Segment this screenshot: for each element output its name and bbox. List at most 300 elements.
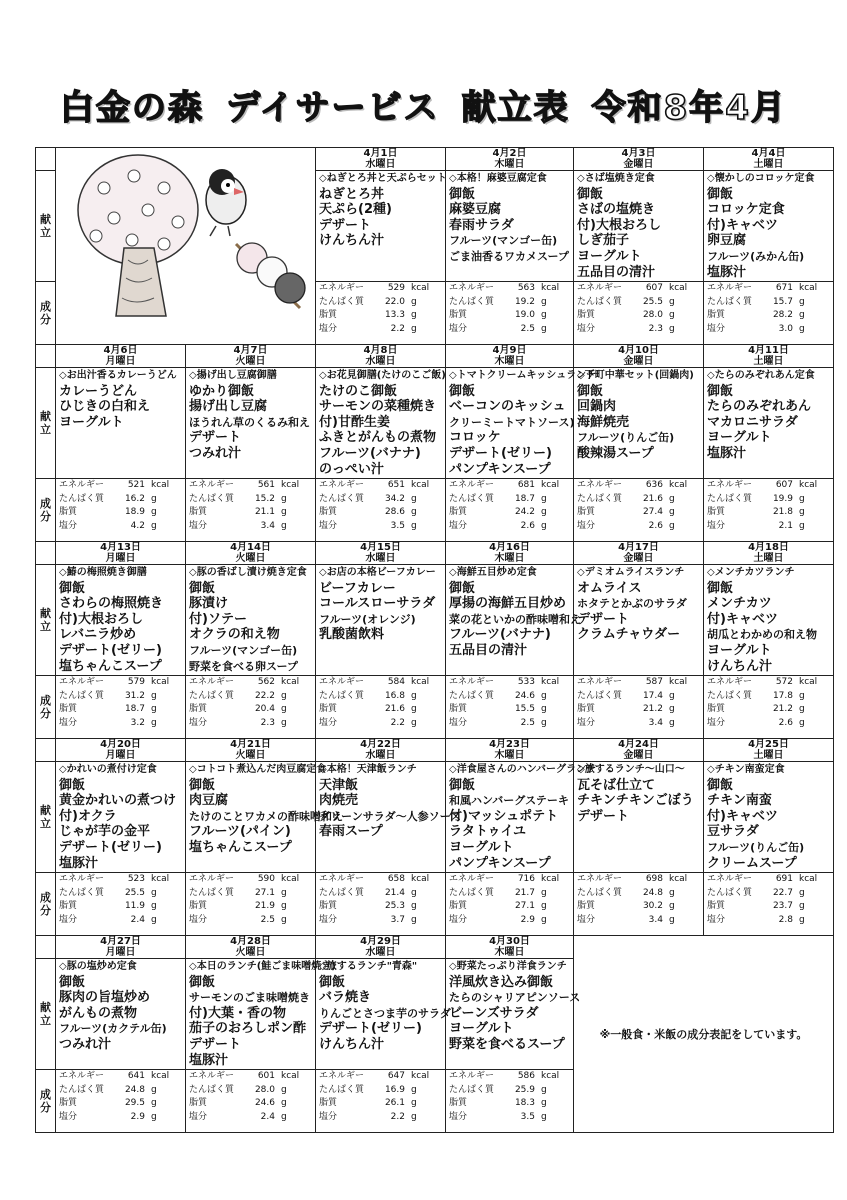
day-header <box>574 345 704 368</box>
menu-item: じゃが芋の金平 <box>59 824 151 840</box>
nutrition-value: 3.7 <box>390 914 405 925</box>
side-label-text: 献立 <box>40 410 51 436</box>
menu-item: 塩ちゃんこスープ <box>189 839 292 855</box>
nutrition-unit: g <box>411 310 417 320</box>
nutrition-unit: g <box>411 887 417 898</box>
nutrition-label: たんぱく質 <box>707 296 753 307</box>
nutrition-label: たんぱく質 <box>189 887 235 898</box>
menu-item: ◇豚の香ばし漬け焼き定食 <box>189 567 307 578</box>
menu-item: クリーミートマトソース) <box>449 415 575 429</box>
nutrition-unit: kcal <box>541 1071 560 1081</box>
nutrition-unit: g <box>799 704 805 714</box>
nutrition-value: 28.0 <box>642 310 663 320</box>
day-weekday: 火曜日 <box>235 356 266 367</box>
nutrition-fat <box>316 900 445 914</box>
nutrition-unit: g <box>669 690 675 701</box>
menu-cell <box>186 959 336 1070</box>
day-header <box>186 345 316 368</box>
nutrition-unit: kcal <box>411 874 430 884</box>
nutrition-salt <box>186 914 315 928</box>
nutrition-label: 脂質 <box>319 1098 338 1108</box>
nutrition-energy <box>186 873 315 887</box>
menu-item: 御飯 <box>449 580 476 596</box>
menu-item: ◇メンチカツランチ <box>707 567 795 578</box>
nutrition-unit: g <box>411 296 417 307</box>
nutrition-value: 681 <box>517 480 535 490</box>
day-date: 4月25日 <box>748 739 789 750</box>
nutrition-cell <box>446 676 574 739</box>
nutrition-unit: g <box>281 1084 287 1095</box>
side-label-menu <box>36 959 56 1070</box>
side-blank <box>36 542 56 565</box>
nutrition-label: 脂質 <box>577 310 596 320</box>
nutrition-label: 塩分 <box>449 1111 468 1122</box>
nutrition-energy <box>446 873 573 887</box>
nutrition-unit: kcal <box>151 1071 170 1081</box>
nutrition-label: エネルギー <box>319 874 365 884</box>
menu-item: フルーツ(みかん缶) <box>707 249 805 263</box>
menu-cell <box>704 762 834 873</box>
cherry-tree-icon <box>78 155 198 316</box>
nutrition-value: 29.5 <box>124 1098 145 1108</box>
nutrition-salt <box>446 717 573 731</box>
menu-item: 豆サラダ <box>707 824 759 840</box>
nutrition-value: 28.6 <box>384 507 405 517</box>
nutrition-value: 21.2 <box>642 704 663 714</box>
day-date: 4月18日 <box>748 542 789 553</box>
menu-item: ねぎとろ丼 <box>319 186 385 202</box>
nutrition-fat <box>704 506 833 520</box>
nutrition-label: エネルギー <box>577 874 623 884</box>
nutrition-salt <box>316 1111 445 1125</box>
menu-item: 付)キャベツ <box>707 611 778 627</box>
nutrition-label: エネルギー <box>319 283 365 293</box>
nutrition-cell <box>704 282 834 345</box>
nutrition-value: 521 <box>127 480 145 490</box>
menu-item: デザート <box>189 1036 242 1052</box>
nutrition-value: 22.2 <box>254 690 275 701</box>
side-label-text: 成分 <box>40 891 51 917</box>
nutrition-label: 脂質 <box>59 704 78 714</box>
menu-item: フルーツ(りんご缶) <box>707 840 805 854</box>
day-header <box>574 739 704 762</box>
nutrition-label: 塩分 <box>449 520 468 531</box>
nutrition-unit: g <box>281 887 287 898</box>
nutrition-unit: kcal <box>411 283 430 293</box>
nutrition-cell <box>316 676 446 739</box>
nutrition-salt <box>446 520 573 534</box>
menu-item: ホタテとかぶのサラダ <box>577 597 687 611</box>
nutrition-label: たんぱく質 <box>577 690 623 701</box>
day-date: 4月23日 <box>489 739 530 750</box>
nutrition-label: エネルギー <box>707 874 753 884</box>
nutrition-value: 17.4 <box>642 690 663 701</box>
day-date: 4月2日 <box>492 148 527 159</box>
day-date: 4月4日 <box>751 148 786 159</box>
side-label-text: 献立 <box>40 804 51 830</box>
page-title <box>60 80 820 130</box>
day-date: 4月15日 <box>360 542 401 553</box>
menu-table <box>35 147 834 1133</box>
menu-item: ◇たらのみぞれあん定食 <box>707 370 815 381</box>
menu-cell <box>56 565 186 676</box>
nutrition-value: 26.1 <box>384 1098 405 1108</box>
nutrition-unit: g <box>411 520 417 531</box>
nutrition-value: 31.2 <box>124 690 145 701</box>
menu-item: 回鍋肉 <box>577 399 617 415</box>
menu-item: 御飯 <box>319 974 346 990</box>
date-header-row <box>36 936 834 959</box>
menu-item: ◇お花見御膳(たけのこご飯) <box>319 370 446 381</box>
day-header <box>316 739 446 762</box>
nutrition-cell <box>56 479 186 542</box>
nutrition-unit: g <box>411 704 417 714</box>
nutrition-value: 2.8 <box>778 914 793 925</box>
nutrition-fat <box>56 703 185 717</box>
menu-item: 海鮮焼売 <box>577 414 630 430</box>
menu-item: 瓦そば仕立て <box>577 777 656 793</box>
day-header <box>446 148 574 171</box>
nutrition-salt <box>574 717 703 731</box>
menu-item: メンチカツ <box>707 596 772 612</box>
nutrition-label: 脂質 <box>319 310 338 320</box>
nutrition-value: 30.2 <box>642 901 663 911</box>
nutrition-unit: g <box>799 507 805 517</box>
menu-item: 塩豚汁 <box>707 264 747 280</box>
day-header <box>704 345 834 368</box>
menu-item: デザート <box>319 217 372 233</box>
nutrition-value: 3.4 <box>260 520 275 531</box>
day-weekday: 木曜日 <box>494 947 525 958</box>
day-weekday: 金曜日 <box>623 553 654 564</box>
menu-item: 御飯 <box>59 580 86 596</box>
nutrition-salt <box>446 323 573 337</box>
nutrition-energy <box>446 1070 573 1084</box>
nutrition-protein <box>316 887 445 901</box>
day-weekday: 土曜日 <box>753 159 784 170</box>
nutrition-energy <box>704 873 833 887</box>
nutrition-fat <box>56 1097 185 1111</box>
menu-row <box>36 368 834 479</box>
menu-item: 付)オクラ <box>59 808 117 824</box>
cherry-tree-illustration <box>56 148 316 320</box>
nutrition-value: 601 <box>257 1071 275 1081</box>
nutrition-value: 561 <box>257 480 275 490</box>
nutrition-value: 529 <box>387 283 405 293</box>
nutrition-unit: g <box>669 296 675 307</box>
menu-item: デザート <box>577 808 630 824</box>
nutrition-value: 698 <box>645 874 663 884</box>
menu-item: フルーツ(バナナ) <box>319 445 421 461</box>
menu-item: 御飯 <box>189 777 216 793</box>
menu-item: フルーツ(カクテル缶) <box>59 1022 167 1036</box>
menu-item: ◇トマトクリームキッシュランチ <box>449 370 597 381</box>
nutrition-label: たんぱく質 <box>189 690 235 701</box>
nutrition-label: たんぱく質 <box>449 296 495 307</box>
nutrition-unit: kcal <box>799 480 818 490</box>
nutrition-unit: g <box>281 704 287 714</box>
nutrition-label: たんぱく質 <box>707 887 753 898</box>
menu-item: 塩豚汁 <box>707 445 747 461</box>
menu-cell <box>446 565 581 676</box>
nutrition-protein <box>316 296 445 310</box>
nutrition-label: たんぱく質 <box>319 690 365 701</box>
nutrition-label: エネルギー <box>59 874 105 884</box>
nutrition-unit: g <box>281 690 287 701</box>
day-date: 4月3日 <box>621 148 656 159</box>
nutrition-unit: g <box>151 887 157 898</box>
nutrition-value: 27.4 <box>642 507 663 517</box>
nutrition-value: 23.7 <box>772 901 793 911</box>
menu-item: けんちん汁 <box>319 233 385 249</box>
nutrition-label: 塩分 <box>449 717 468 728</box>
nutrition-unit: kcal <box>541 874 560 884</box>
nutrition-unit: g <box>541 1084 547 1095</box>
nutrition-value: 34.2 <box>384 493 405 504</box>
nutrition-label: 脂質 <box>59 901 78 911</box>
nutrition-value: 2.6 <box>520 520 535 531</box>
day-date: 4月11日 <box>748 345 789 356</box>
nutrition-label: 脂質 <box>319 507 338 517</box>
menu-item: 塩豚汁 <box>59 855 99 871</box>
menu-item: ふきとがんもの煮物 <box>319 430 437 446</box>
nutrition-label: 塩分 <box>59 717 78 728</box>
menu-item: デザート <box>577 611 630 627</box>
nutrition-label: エネルギー <box>319 677 365 687</box>
menu-item: 肉豆腐 <box>189 793 229 809</box>
nutrition-row <box>36 676 834 739</box>
day-date: 4月6日 <box>103 345 138 356</box>
nutrition-unit: g <box>541 690 547 701</box>
menu-item: 春雨サラダ <box>449 217 514 233</box>
menu-item: デザート(ゼリー) <box>319 1021 422 1037</box>
nutrition-unit: g <box>151 704 157 714</box>
nutrition-value: 587 <box>645 677 663 687</box>
nutrition-cell <box>56 1070 186 1133</box>
nutrition-label: たんぱく質 <box>707 690 753 701</box>
nutrition-label: 脂質 <box>449 901 468 911</box>
menu-item: 付)キャベツ <box>707 217 778 233</box>
nutrition-label: エネルギー <box>59 480 105 490</box>
nutrition-value: 24.8 <box>124 1084 145 1095</box>
nutrition-label: エネルギー <box>707 677 753 687</box>
nutrition-label: 塩分 <box>189 717 208 728</box>
menu-item: 塩豚汁 <box>189 1052 229 1068</box>
nutrition-value: 21.4 <box>384 887 405 898</box>
nutrition-protein <box>446 296 573 310</box>
nutrition-salt <box>574 520 703 534</box>
nutrition-value: 27.1 <box>254 887 275 898</box>
menu-item: ◇旅するランチ～山口～ <box>577 764 685 775</box>
nutrition-label: 塩分 <box>319 323 338 334</box>
footnote: ※一般食・米飯の成分表記をしています。 <box>599 1028 808 1041</box>
day-header <box>446 345 574 368</box>
nutrition-protein <box>574 887 703 901</box>
nutrition-label: 塩分 <box>707 520 726 531</box>
nutrition-unit: g <box>799 717 805 728</box>
nutrition-unit: g <box>799 323 805 334</box>
nutrition-label: エネルギー <box>189 874 235 884</box>
menu-item: 御飯 <box>577 186 604 202</box>
menu-cell <box>574 368 704 479</box>
menu-item: ◇旅するランチ"青森" <box>319 961 418 972</box>
day-weekday: 水曜日 <box>365 553 396 564</box>
nutrition-value: 18.9 <box>124 507 145 517</box>
day-header <box>574 542 704 565</box>
day-date: 4月27日 <box>100 936 141 947</box>
nutrition-value: 572 <box>775 677 793 687</box>
nutrition-protein <box>704 493 833 507</box>
menu-item: ◇さば塩焼き定食 <box>577 173 655 184</box>
nutrition-salt <box>704 914 833 928</box>
nutrition-label: 塩分 <box>577 914 596 925</box>
nutrition-unit: kcal <box>281 677 300 687</box>
side-label-text: 成分 <box>40 1088 51 1114</box>
nutrition-label: 塩分 <box>319 520 338 531</box>
nutrition-protein <box>704 690 833 704</box>
nutrition-value: 25.3 <box>384 901 405 911</box>
menu-item: 御飯 <box>577 383 604 399</box>
nutrition-energy <box>446 282 573 296</box>
nutrition-unit: g <box>411 323 417 334</box>
nutrition-label: エネルギー <box>449 283 495 293</box>
title-month: 令和8年4月 <box>591 88 787 128</box>
day-date: 4月9日 <box>492 345 527 356</box>
nutrition-unit: g <box>541 1111 547 1122</box>
day-header <box>316 345 446 368</box>
day-header <box>446 739 574 762</box>
nutrition-label: 塩分 <box>189 520 208 531</box>
nutrition-protein <box>446 887 573 901</box>
menu-item: サーモンのごま味噌焼き <box>189 991 310 1005</box>
nutrition-value: 3.2 <box>130 717 145 728</box>
nutrition-cell <box>316 873 446 936</box>
nutrition-unit: kcal <box>411 1071 430 1081</box>
nutrition-value: 2.6 <box>648 520 663 531</box>
menu-item: 付)大根おろし <box>577 217 661 233</box>
menu-item: フルーツ(マンゴー缶) <box>449 234 558 248</box>
menu-item: 酸辣湯スープ <box>577 445 654 461</box>
nutrition-label: 塩分 <box>707 717 726 728</box>
menu-cell <box>56 762 186 873</box>
menu-item: ◇コトコト煮込んだ肉豆腐定食 <box>189 764 327 775</box>
nutrition-value: 2.3 <box>648 323 663 334</box>
menu-item: 卵豆腐 <box>707 233 747 249</box>
nutrition-value: 3.5 <box>520 1111 535 1122</box>
nutrition-unit: kcal <box>669 283 688 293</box>
nutrition-unit: g <box>541 1098 547 1108</box>
nutrition-energy <box>56 873 185 887</box>
menu-item: ◇豚の塩炒め定食 <box>59 961 137 972</box>
nutrition-row <box>36 873 834 936</box>
nutrition-unit: kcal <box>799 874 818 884</box>
nutrition-cell <box>186 873 316 936</box>
nutrition-label: たんぱく質 <box>319 887 365 898</box>
menu-item: チキンチキンごぼう <box>577 793 694 809</box>
nutrition-value: 24.6 <box>254 1098 275 1108</box>
menu-item: ほうれん草のくるみ和え <box>189 415 310 429</box>
nutrition-unit: g <box>541 493 547 504</box>
illustration-cell <box>56 148 316 345</box>
day-weekday: 水曜日 <box>365 947 396 958</box>
nutrition-unit: g <box>799 914 805 925</box>
menu-item: レバニラ炒め <box>59 627 137 643</box>
menu-cell <box>316 762 462 873</box>
nutrition-value: 28.2 <box>772 310 793 320</box>
nutrition-unit: kcal <box>281 1071 300 1081</box>
day-date: 4月7日 <box>233 345 268 356</box>
nutrition-unit: g <box>799 493 805 504</box>
nutrition-protein <box>574 296 703 310</box>
nutrition-fat <box>704 703 833 717</box>
menu-item: ベーコンのキッシュ <box>449 399 566 415</box>
nutrition-label: たんぱく質 <box>577 887 623 898</box>
menu-item: 野菜を食べるスープ <box>449 1036 565 1052</box>
date-header-row <box>36 148 834 171</box>
menu-item: 付)大根おろし <box>59 611 143 627</box>
menu-item: フルーツ(バナナ) <box>449 627 551 643</box>
nutrition-unit: g <box>799 310 805 320</box>
nutrition-unit: g <box>151 493 157 504</box>
nutrition-unit: g <box>541 310 547 320</box>
nutrition-salt <box>186 1111 315 1125</box>
menu-item: ◇洋食屋さんのハンバーグランチ <box>449 764 596 775</box>
menu-item: コロッケ <box>449 430 501 446</box>
menu-item: けんちん汁 <box>319 1036 385 1052</box>
nutrition-unit: g <box>151 1098 157 1108</box>
nutrition-unit: g <box>799 901 805 911</box>
nutrition-cell <box>574 676 704 739</box>
nutrition-value: 607 <box>645 283 663 293</box>
menu-cell <box>704 565 834 676</box>
nutrition-label: たんぱく質 <box>319 493 365 504</box>
nutrition-energy <box>56 1070 185 1084</box>
nutrition-value: 716 <box>517 874 535 884</box>
nutrition-label: エネルギー <box>449 1071 495 1081</box>
menu-item: ヨーグルト <box>449 1021 514 1037</box>
nutrition-label: たんぱく質 <box>577 296 623 307</box>
menu-item: デザート(ゼリー) <box>59 839 162 855</box>
day-header <box>186 542 316 565</box>
menu-item: 御飯 <box>449 383 476 399</box>
menu-cell <box>574 762 704 873</box>
nutrition-energy <box>56 676 185 690</box>
nutrition-unit: g <box>151 717 157 728</box>
menu-item: 五品目の清汁 <box>449 642 528 658</box>
nutrition-unit: g <box>669 901 675 911</box>
nutrition-salt <box>446 1111 573 1125</box>
nutrition-unit: kcal <box>799 677 818 687</box>
nutrition-unit: g <box>281 914 287 925</box>
menu-item: ◇ねぎとろ丼と天ぷらセット <box>319 173 447 184</box>
nutrition-label: たんぱく質 <box>59 493 105 504</box>
nutrition-energy <box>574 282 703 296</box>
nutrition-salt <box>316 520 445 534</box>
nutrition-label: たんぱく質 <box>449 690 495 701</box>
nutrition-salt <box>56 914 185 928</box>
nutrition-label: エネルギー <box>449 480 495 490</box>
date-header-row <box>36 345 834 368</box>
day-weekday: 月曜日 <box>105 750 136 761</box>
menu-cell <box>56 368 186 479</box>
nutrition-unit: kcal <box>541 283 560 293</box>
nutrition-unit: kcal <box>151 480 170 490</box>
nutrition-cell <box>574 282 704 345</box>
nutrition-unit: kcal <box>411 480 430 490</box>
nutrition-cell <box>56 676 186 739</box>
day-header <box>446 936 574 959</box>
menu-item: ヨーグルト <box>577 248 642 264</box>
